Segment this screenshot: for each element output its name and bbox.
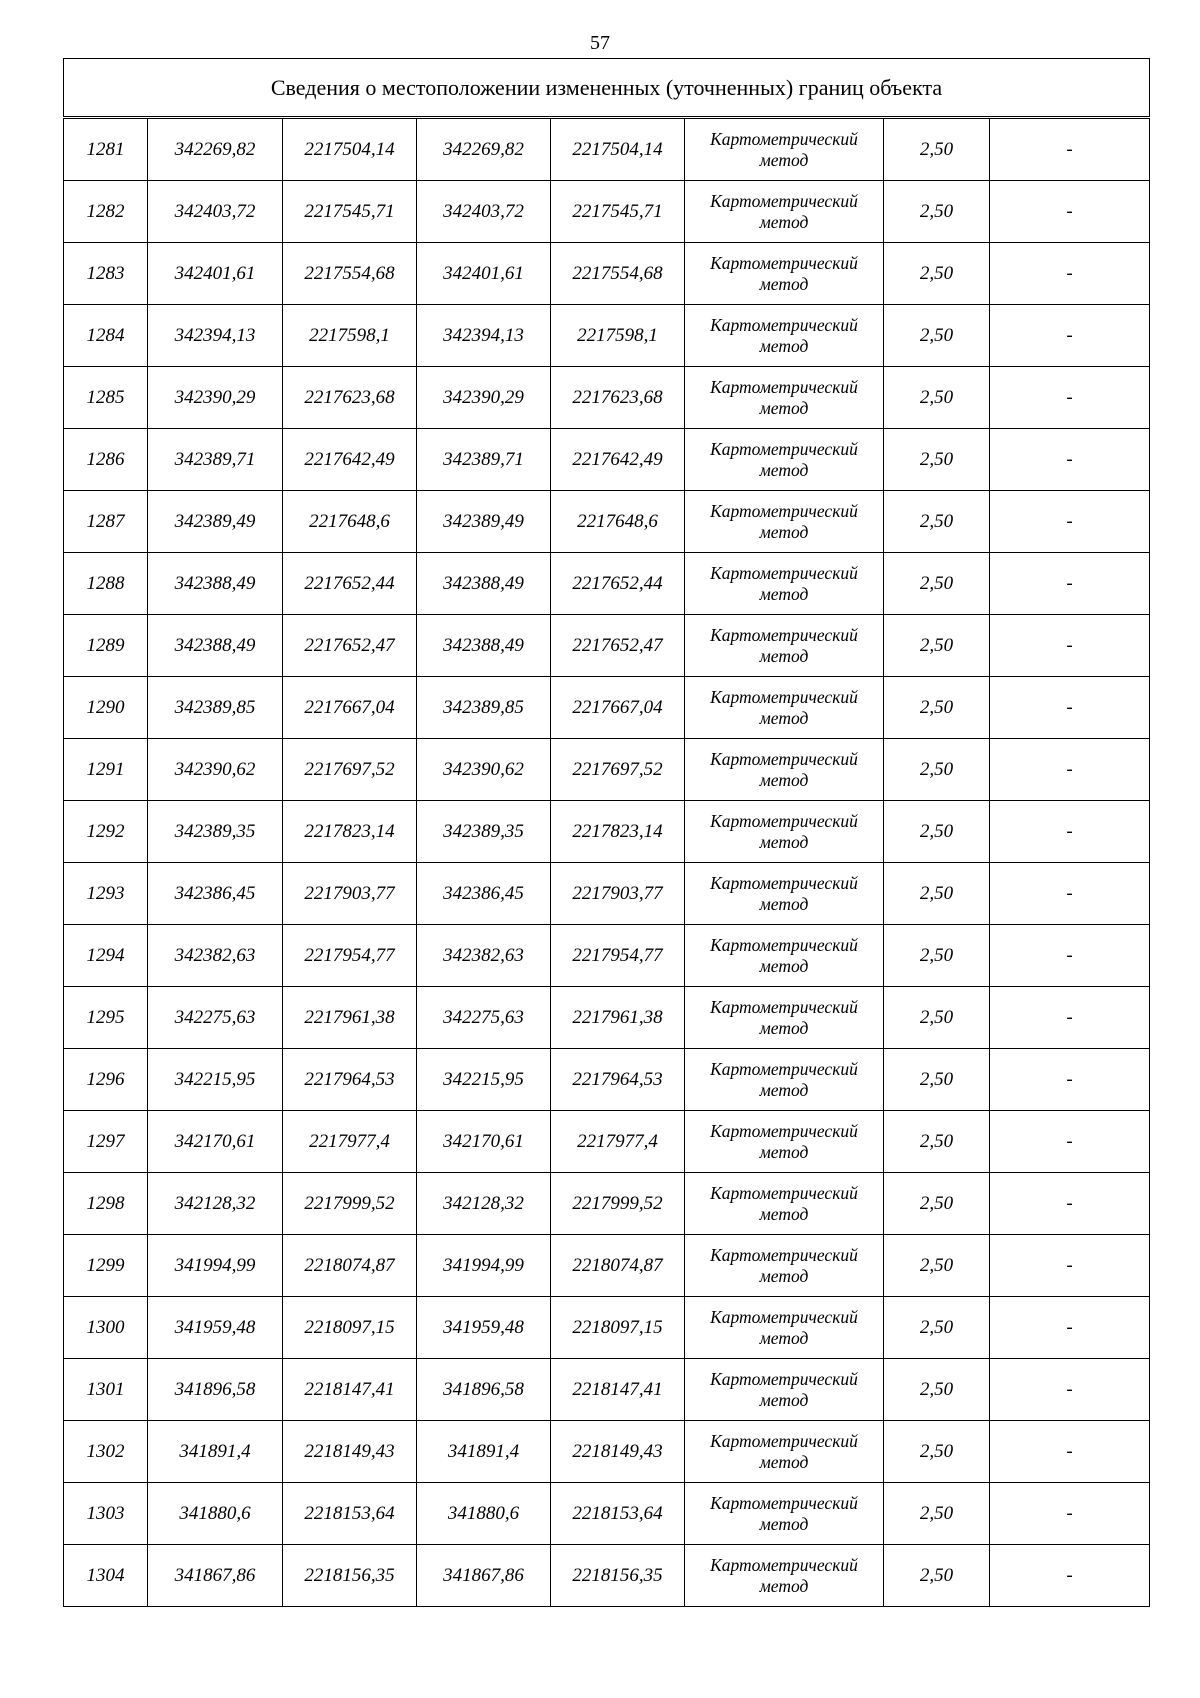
- refined-y-cell: 2218097,15: [551, 1297, 685, 1359]
- point-number-cell: 1286: [64, 429, 148, 491]
- accuracy-cell: 2,50: [884, 1421, 990, 1483]
- point-number-cell: 1288: [64, 553, 148, 615]
- existing-x-cell: 342389,85: [148, 677, 283, 739]
- method-label-line1: Картометрический: [710, 1554, 858, 1575]
- point-number-cell: 1304: [64, 1545, 148, 1607]
- method-cell: [685, 181, 884, 243]
- existing-y-cell: 2217961,38: [283, 987, 417, 1049]
- note-cell: -: [990, 1049, 1150, 1111]
- existing-x-cell: 342386,45: [148, 863, 283, 925]
- accuracy-cell: 2,50: [884, 1359, 990, 1421]
- existing-x-cell: 342382,63: [148, 925, 283, 987]
- refined-x-cell: 342401,61: [417, 243, 551, 305]
- point-number-cell: 1298: [64, 1173, 148, 1235]
- point-number-cell: 1283: [64, 243, 148, 305]
- table-row: [64, 1359, 1150, 1421]
- method-label-line2: метод: [759, 335, 809, 356]
- refined-y-cell: 2217961,38: [551, 987, 685, 1049]
- refined-x-cell: 342389,71: [417, 429, 551, 491]
- refined-y-cell: 2217545,71: [551, 181, 685, 243]
- method-cell: [685, 863, 884, 925]
- method-label-line2: метод: [759, 583, 809, 604]
- method-label-line2: метод: [759, 397, 809, 418]
- note-cell: -: [990, 118, 1150, 181]
- method-label-line2: метод: [759, 1513, 809, 1534]
- method-label-line1: Картометрический: [710, 1306, 858, 1327]
- refined-y-cell: 2217964,53: [551, 1049, 685, 1111]
- refined-y-cell: 2218149,43: [551, 1421, 685, 1483]
- existing-y-cell: 2217504,14: [283, 118, 417, 181]
- method-cell: [685, 1111, 884, 1173]
- point-number-cell: 1285: [64, 367, 148, 429]
- point-number-cell: 1297: [64, 1111, 148, 1173]
- refined-y-cell: 2218074,87: [551, 1235, 685, 1297]
- existing-y-cell: 2218097,15: [283, 1297, 417, 1359]
- accuracy-cell: 2,50: [884, 491, 990, 553]
- point-number-cell: 1293: [64, 863, 148, 925]
- note-cell: -: [990, 181, 1150, 243]
- accuracy-cell: 2,50: [884, 801, 990, 863]
- refined-x-cell: 341896,58: [417, 1359, 551, 1421]
- method-label-line2: метод: [759, 831, 809, 852]
- accuracy-cell: 2,50: [884, 1483, 990, 1545]
- note-cell: -: [990, 1421, 1150, 1483]
- method-label-line2: метод: [759, 1327, 809, 1348]
- table-row: [64, 1235, 1150, 1297]
- point-number-cell: 1284: [64, 305, 148, 367]
- method-label-line2: метод: [759, 893, 809, 914]
- note-cell: -: [990, 305, 1150, 367]
- note-cell: -: [990, 491, 1150, 553]
- table-row: [64, 305, 1150, 367]
- method-label-line1: Картометрический: [710, 934, 858, 955]
- existing-y-cell: 2217545,71: [283, 181, 417, 243]
- existing-y-cell: 2218147,41: [283, 1359, 417, 1421]
- existing-x-cell: 342388,49: [148, 553, 283, 615]
- accuracy-cell: 2,50: [884, 1545, 990, 1607]
- existing-x-cell: 341994,99: [148, 1235, 283, 1297]
- method-label-line2: метод: [759, 1451, 809, 1472]
- table-row: [64, 925, 1150, 987]
- note-cell: -: [990, 925, 1150, 987]
- method-label-line2: метод: [759, 1017, 809, 1038]
- refined-x-cell: 342386,45: [417, 863, 551, 925]
- note-cell: -: [990, 1545, 1150, 1607]
- method-cell: [685, 801, 884, 863]
- note-cell: -: [990, 553, 1150, 615]
- method-label-line2: метод: [759, 1203, 809, 1224]
- point-number-cell: 1299: [64, 1235, 148, 1297]
- note-cell: -: [990, 1111, 1150, 1173]
- existing-x-cell: 341896,58: [148, 1359, 283, 1421]
- method-cell: [685, 615, 884, 677]
- method-cell: [685, 677, 884, 739]
- existing-x-cell: 342389,49: [148, 491, 283, 553]
- method-label-line2: метод: [759, 211, 809, 232]
- refined-y-cell: 2217554,68: [551, 243, 685, 305]
- method-cell: [685, 491, 884, 553]
- accuracy-cell: 2,50: [884, 615, 990, 677]
- table-row: [64, 677, 1150, 739]
- point-number-cell: 1292: [64, 801, 148, 863]
- note-cell: -: [990, 739, 1150, 801]
- existing-y-cell: 2217598,1: [283, 305, 417, 367]
- note-cell: -: [990, 1359, 1150, 1421]
- existing-x-cell: 342170,61: [148, 1111, 283, 1173]
- method-label-line1: Картометрический: [710, 624, 858, 645]
- method-label-line2: метод: [759, 1079, 809, 1100]
- table-row: [64, 429, 1150, 491]
- method-label-line1: Картометрический: [710, 1058, 858, 1079]
- method-label-line2: метод: [759, 521, 809, 542]
- existing-y-cell: 2217977,4: [283, 1111, 417, 1173]
- accuracy-cell: 2,50: [884, 367, 990, 429]
- existing-x-cell: 341891,4: [148, 1421, 283, 1483]
- existing-x-cell: 341959,48: [148, 1297, 283, 1359]
- accuracy-cell: 2,50: [884, 118, 990, 181]
- method-cell: [685, 553, 884, 615]
- refined-y-cell: 2217903,77: [551, 863, 685, 925]
- table-row: [64, 987, 1150, 1049]
- point-number-cell: 1302: [64, 1421, 148, 1483]
- accuracy-cell: 2,50: [884, 305, 990, 367]
- table-row: [64, 863, 1150, 925]
- point-number-cell: 1296: [64, 1049, 148, 1111]
- table-row: [64, 118, 1150, 181]
- table-title-row: [64, 59, 1150, 118]
- refined-y-cell: 2217642,49: [551, 429, 685, 491]
- refined-y-cell: 2217999,52: [551, 1173, 685, 1235]
- existing-x-cell: 342128,32: [148, 1173, 283, 1235]
- note-cell: -: [990, 243, 1150, 305]
- existing-x-cell: 342389,71: [148, 429, 283, 491]
- coordinates-table: [63, 58, 1150, 1607]
- method-label-line2: метод: [759, 645, 809, 666]
- method-label-line2: метод: [759, 459, 809, 480]
- page-number: 57: [590, 32, 610, 54]
- accuracy-cell: 2,50: [884, 677, 990, 739]
- table-row: [64, 1483, 1150, 1545]
- point-number-cell: 1287: [64, 491, 148, 553]
- point-number-cell: 1282: [64, 181, 148, 243]
- note-cell: -: [990, 367, 1150, 429]
- existing-y-cell: 2218149,43: [283, 1421, 417, 1483]
- table-row: [64, 801, 1150, 863]
- method-label-line1: Картометрический: [710, 1430, 858, 1451]
- accuracy-cell: 2,50: [884, 553, 990, 615]
- point-number-cell: 1289: [64, 615, 148, 677]
- refined-x-cell: 342388,49: [417, 615, 551, 677]
- refined-y-cell: 2217652,47: [551, 615, 685, 677]
- accuracy-cell: 2,50: [884, 243, 990, 305]
- refined-x-cell: 342389,85: [417, 677, 551, 739]
- note-cell: -: [990, 1235, 1150, 1297]
- method-label-line1: Картометрический: [710, 810, 858, 831]
- table-row: [64, 1111, 1150, 1173]
- method-cell: [685, 118, 884, 181]
- method-label-line1: Картометрический: [710, 128, 858, 149]
- note-cell: -: [990, 429, 1150, 491]
- refined-x-cell: 341959,48: [417, 1297, 551, 1359]
- table-row: [64, 1173, 1150, 1235]
- refined-y-cell: 2218156,35: [551, 1545, 685, 1607]
- point-number-cell: 1295: [64, 987, 148, 1049]
- table-row: [64, 491, 1150, 553]
- point-number-cell: 1301: [64, 1359, 148, 1421]
- table-row: [64, 1297, 1150, 1359]
- note-cell: -: [990, 801, 1150, 863]
- method-cell: [685, 1545, 884, 1607]
- existing-x-cell: 342390,62: [148, 739, 283, 801]
- table-row: [64, 739, 1150, 801]
- refined-x-cell: 342275,63: [417, 987, 551, 1049]
- refined-x-cell: 342389,35: [417, 801, 551, 863]
- method-label-line1: Картометрический: [710, 314, 858, 335]
- method-label-line1: Картометрический: [710, 996, 858, 1017]
- refined-x-cell: 342170,61: [417, 1111, 551, 1173]
- existing-y-cell: 2217964,53: [283, 1049, 417, 1111]
- method-cell: [685, 987, 884, 1049]
- method-label-line1: Картометрический: [710, 1492, 858, 1513]
- table-title: Сведения о местоположении измененных (уточненных) границ объекта: [64, 59, 1150, 118]
- existing-y-cell: 2218153,64: [283, 1483, 417, 1545]
- existing-x-cell: 341867,86: [148, 1545, 283, 1607]
- accuracy-cell: 2,50: [884, 181, 990, 243]
- refined-y-cell: 2217504,14: [551, 118, 685, 181]
- existing-x-cell: 342394,13: [148, 305, 283, 367]
- existing-y-cell: 2217623,68: [283, 367, 417, 429]
- method-label-line1: Картометрический: [710, 1182, 858, 1203]
- note-cell: -: [990, 1173, 1150, 1235]
- method-label-line2: метод: [759, 769, 809, 790]
- note-cell: -: [990, 863, 1150, 925]
- existing-x-cell: 342388,49: [148, 615, 283, 677]
- refined-y-cell: 2218147,41: [551, 1359, 685, 1421]
- point-number-cell: 1291: [64, 739, 148, 801]
- note-cell: -: [990, 1483, 1150, 1545]
- existing-y-cell: 2217903,77: [283, 863, 417, 925]
- refined-x-cell: 342389,49: [417, 491, 551, 553]
- existing-y-cell: 2218156,35: [283, 1545, 417, 1607]
- existing-x-cell: 342401,61: [148, 243, 283, 305]
- table-row: [64, 367, 1150, 429]
- accuracy-cell: 2,50: [884, 1049, 990, 1111]
- method-cell: [685, 1049, 884, 1111]
- existing-x-cell: 342215,95: [148, 1049, 283, 1111]
- method-label-line2: метод: [759, 1575, 809, 1596]
- table-row: [64, 243, 1150, 305]
- accuracy-cell: 2,50: [884, 863, 990, 925]
- note-cell: -: [990, 615, 1150, 677]
- existing-y-cell: 2218074,87: [283, 1235, 417, 1297]
- existing-y-cell: 2217954,77: [283, 925, 417, 987]
- table-row: [64, 1049, 1150, 1111]
- existing-x-cell: 341880,6: [148, 1483, 283, 1545]
- accuracy-cell: 2,50: [884, 1297, 990, 1359]
- existing-y-cell: 2217648,6: [283, 491, 417, 553]
- refined-y-cell: 2217823,14: [551, 801, 685, 863]
- refined-x-cell: 341891,4: [417, 1421, 551, 1483]
- refined-x-cell: 342215,95: [417, 1049, 551, 1111]
- method-label-line1: Картометрический: [710, 376, 858, 397]
- point-number-cell: 1294: [64, 925, 148, 987]
- accuracy-cell: 2,50: [884, 429, 990, 491]
- method-cell: [685, 1359, 884, 1421]
- method-cell: [685, 1421, 884, 1483]
- accuracy-cell: 2,50: [884, 1235, 990, 1297]
- method-label-line1: Картометрический: [710, 1120, 858, 1141]
- method-label-line1: Картометрический: [710, 1368, 858, 1389]
- existing-y-cell: 2217554,68: [283, 243, 417, 305]
- point-number-cell: 1281: [64, 118, 148, 181]
- existing-y-cell: 2217652,47: [283, 615, 417, 677]
- existing-y-cell: 2217667,04: [283, 677, 417, 739]
- existing-y-cell: 2217697,52: [283, 739, 417, 801]
- table-row: [64, 553, 1150, 615]
- point-number-cell: 1290: [64, 677, 148, 739]
- existing-y-cell: 2217642,49: [283, 429, 417, 491]
- refined-y-cell: 2217623,68: [551, 367, 685, 429]
- method-cell: [685, 1173, 884, 1235]
- existing-y-cell: 2217652,44: [283, 553, 417, 615]
- existing-x-cell: 342389,35: [148, 801, 283, 863]
- refined-y-cell: 2217652,44: [551, 553, 685, 615]
- refined-x-cell: 342382,63: [417, 925, 551, 987]
- refined-y-cell: 2217977,4: [551, 1111, 685, 1173]
- refined-y-cell: 2217954,77: [551, 925, 685, 987]
- method-label-line2: метод: [759, 149, 809, 170]
- refined-y-cell: 2217697,52: [551, 739, 685, 801]
- method-cell: [685, 1297, 884, 1359]
- refined-x-cell: 341994,99: [417, 1235, 551, 1297]
- note-cell: -: [990, 987, 1150, 1049]
- method-cell: [685, 925, 884, 987]
- point-number-cell: 1303: [64, 1483, 148, 1545]
- refined-y-cell: 2217667,04: [551, 677, 685, 739]
- refined-x-cell: 342390,29: [417, 367, 551, 429]
- accuracy-cell: 2,50: [884, 1111, 990, 1173]
- method-cell: [685, 1235, 884, 1297]
- method-label-line1: Картометрический: [710, 438, 858, 459]
- method-label-line1: Картометрический: [710, 500, 858, 521]
- method-label-line2: метод: [759, 1141, 809, 1162]
- refined-y-cell: 2217598,1: [551, 305, 685, 367]
- refined-x-cell: 342388,49: [417, 553, 551, 615]
- method-label-line1: Картометрический: [710, 748, 858, 769]
- method-cell: [685, 305, 884, 367]
- method-label-line2: метод: [759, 955, 809, 976]
- method-label-line2: метод: [759, 1389, 809, 1410]
- method-label-line2: метод: [759, 273, 809, 294]
- refined-y-cell: 2217648,6: [551, 491, 685, 553]
- point-number-cell: 1300: [64, 1297, 148, 1359]
- table-row: [64, 1421, 1150, 1483]
- method-cell: [685, 243, 884, 305]
- existing-x-cell: 342275,63: [148, 987, 283, 1049]
- note-cell: -: [990, 1297, 1150, 1359]
- existing-x-cell: 342390,29: [148, 367, 283, 429]
- note-cell: -: [990, 677, 1150, 739]
- table-row: [64, 1545, 1150, 1607]
- refined-x-cell: 342403,72: [417, 181, 551, 243]
- method-label-line1: Картометрический: [710, 1244, 858, 1265]
- existing-x-cell: 342403,72: [148, 181, 283, 243]
- method-cell: [685, 429, 884, 491]
- refined-x-cell: 341867,86: [417, 1545, 551, 1607]
- method-label-line1: Картометрический: [710, 872, 858, 893]
- refined-x-cell: 342128,32: [417, 1173, 551, 1235]
- method-cell: [685, 1483, 884, 1545]
- accuracy-cell: 2,50: [884, 925, 990, 987]
- existing-x-cell: 342269,82: [148, 118, 283, 181]
- method-label-line1: Картометрический: [710, 686, 858, 707]
- refined-x-cell: 342390,62: [417, 739, 551, 801]
- table-row: [64, 181, 1150, 243]
- method-cell: [685, 367, 884, 429]
- method-cell: [685, 739, 884, 801]
- method-label-line2: метод: [759, 1265, 809, 1286]
- refined-y-cell: 2218153,64: [551, 1483, 685, 1545]
- accuracy-cell: 2,50: [884, 987, 990, 1049]
- method-label-line1: Картометрический: [710, 562, 858, 583]
- existing-y-cell: 2217823,14: [283, 801, 417, 863]
- refined-x-cell: 342394,13: [417, 305, 551, 367]
- method-label-line1: Картометрический: [710, 252, 858, 273]
- method-label-line2: метод: [759, 707, 809, 728]
- table-row: [64, 615, 1150, 677]
- accuracy-cell: 2,50: [884, 739, 990, 801]
- existing-y-cell: 2217999,52: [283, 1173, 417, 1235]
- accuracy-cell: 2,50: [884, 1173, 990, 1235]
- method-label-line1: Картометрический: [710, 190, 858, 211]
- refined-x-cell: 341880,6: [417, 1483, 551, 1545]
- refined-x-cell: 342269,82: [417, 118, 551, 181]
